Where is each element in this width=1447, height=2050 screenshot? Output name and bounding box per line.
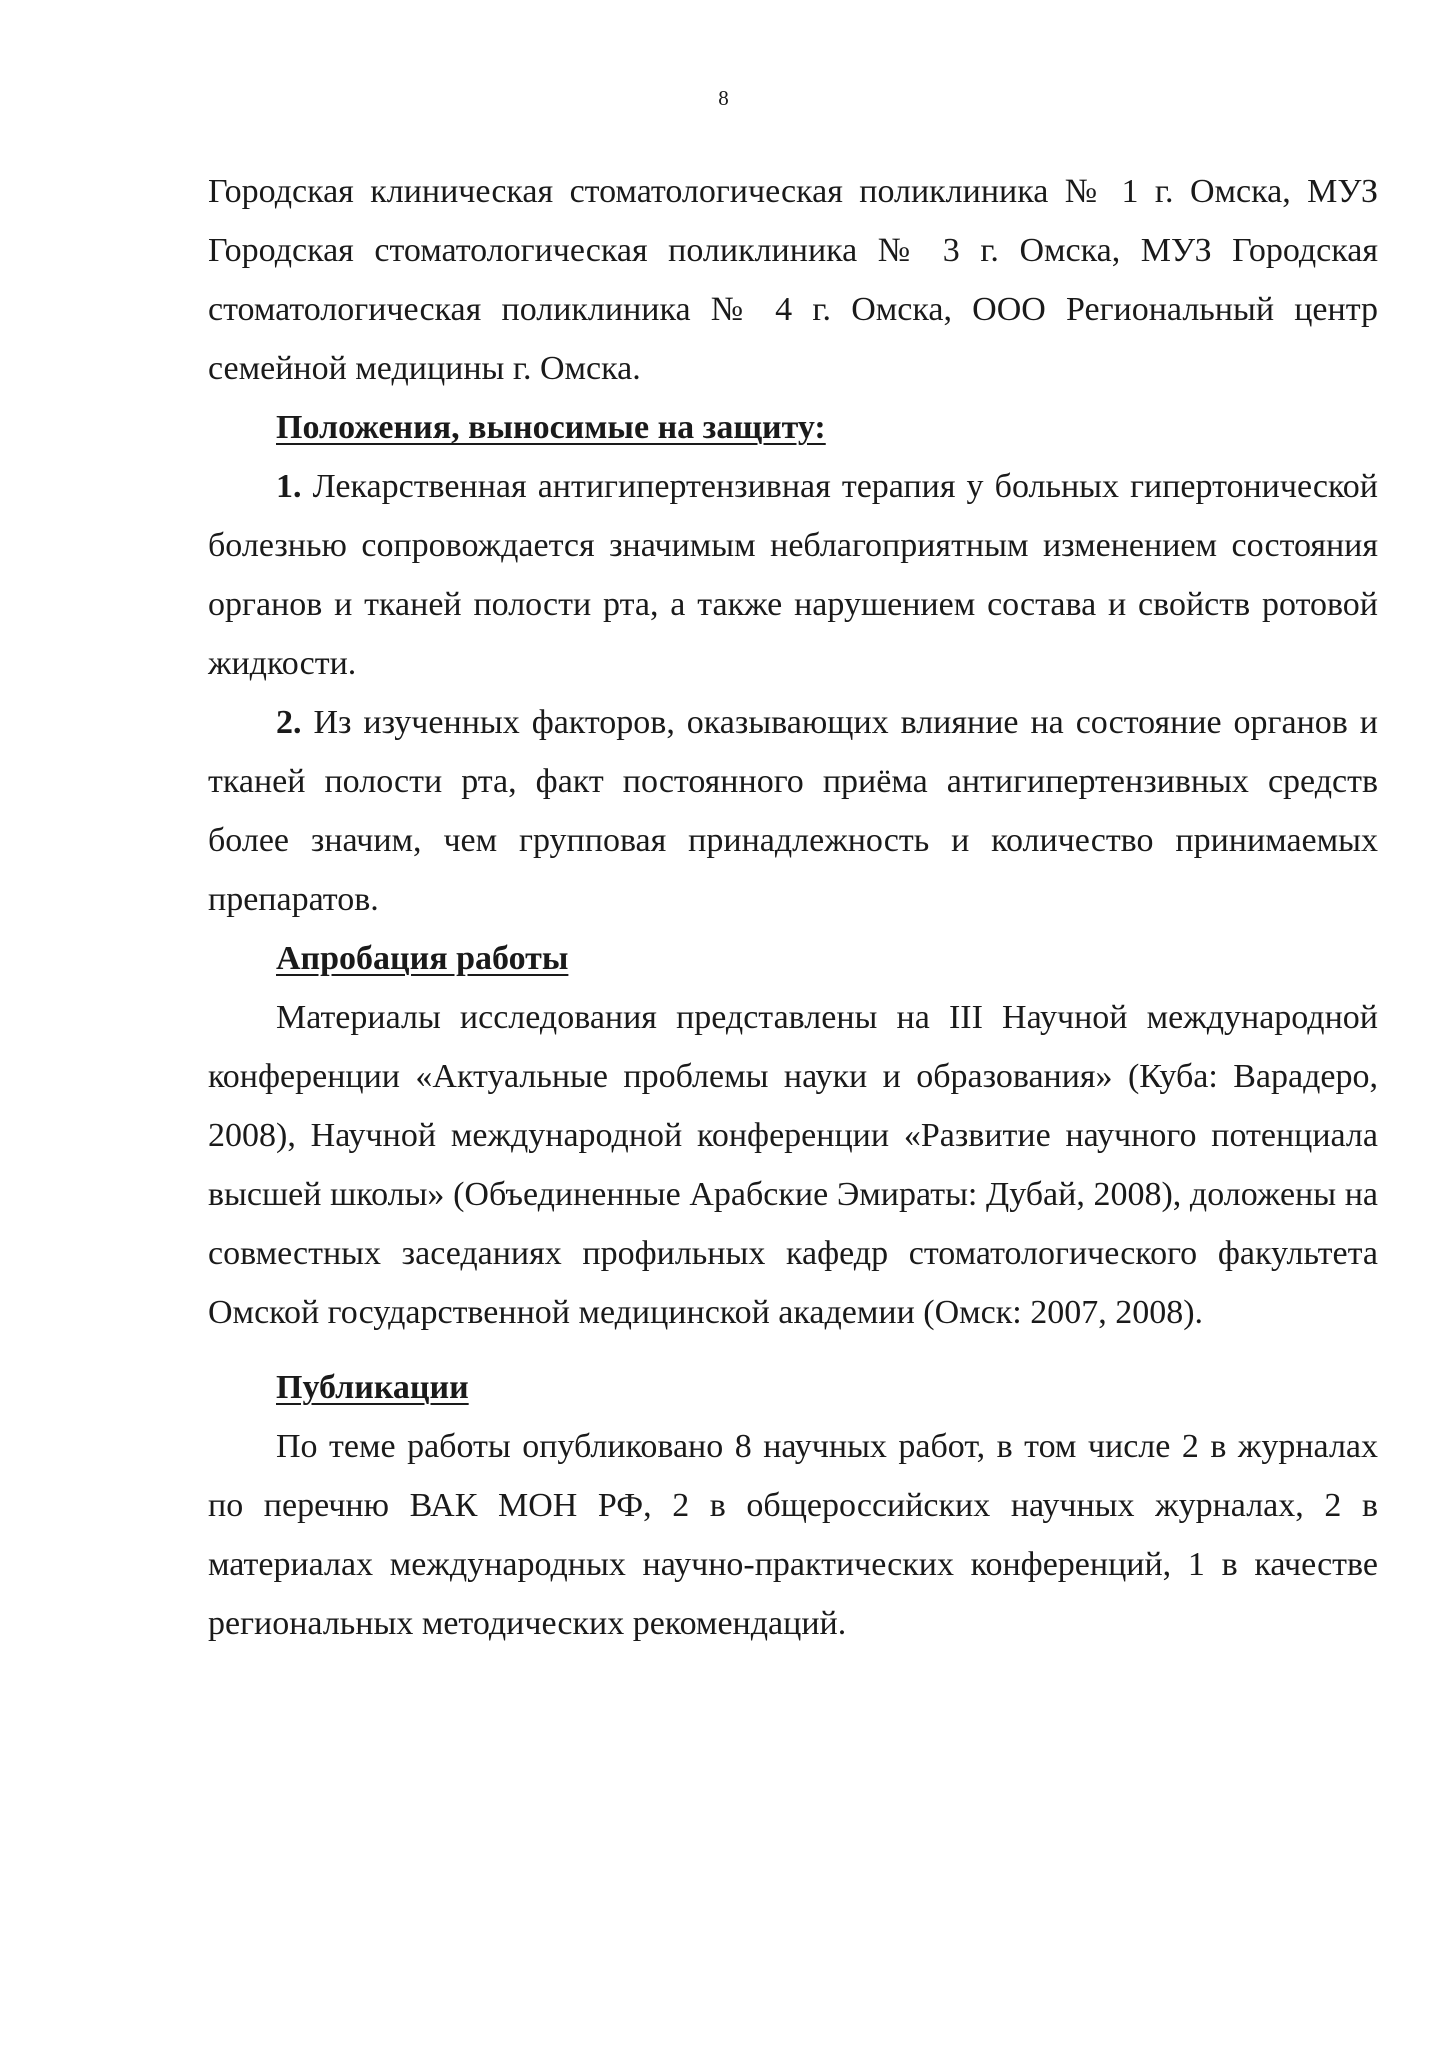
thesis-text: Из изученных факторов, оказывающих влияние на состояние органов и тканей полости рта, факт постоянного приёма антигипертензивных средств более значим, чем групповая принадлежность и количество принимаемых препаратов. xyxy=(208,704,1378,918)
thesis-number: 1. xyxy=(276,468,302,505)
approbation-paragraph: Материалы исследования представлены на III Научной международной конференции «Актуальные проблемы науки и образования» (Куба: Варадеро, 2008), Научной международной конференции «Развитие научного потенциала высшей школы» (Объединенные Арабские Эмираты: Дубай, 2008), доложены на совместных заседаниях профильных кафедр стоматологического факультета Омской государственной медицинской академии (Омск: 2007, 2008). xyxy=(208,999,1378,1331)
page-number: 8 xyxy=(718,86,729,110)
document-body xyxy=(208,162,1378,1653)
theses-heading: Положения, выносимые на защиту: xyxy=(276,409,826,446)
thesis-text: Лекарственная антигипертензивная терапия у больных гипертонической болезнью сопровождается значимым неблагоприятным изменением состояния органов и тканей полости рта, а также нарушением состава и свойств ротовой жидкости. xyxy=(208,468,1378,682)
intro-paragraph: Городская клиническая стоматологическая поликлиника № 1 г. Омска, МУЗ Городская стоматологическая поликлиника № 3 г. Омска, МУЗ Городская стоматологическая поликлиника № 4 г. Омска, ООО Региональный центр семейной медицины г. Омска. xyxy=(208,173,1378,387)
approbation-heading: Апробация работы xyxy=(276,940,569,977)
publications-heading: Публикации xyxy=(276,1369,469,1406)
publications-paragraph: По теме работы опубликовано 8 научных работ, в том числе 2 в журналах по перечню ВАК МОН РФ, 2 в общероссийских научных журналах, 2 в материалах международных научно-практических конференций, 1 в качестве региональных методических рекомендаций. xyxy=(208,1428,1378,1642)
thesis-item-1 xyxy=(208,457,1378,693)
thesis-number: 2. xyxy=(276,704,302,741)
thesis-item-2 xyxy=(208,693,1378,929)
